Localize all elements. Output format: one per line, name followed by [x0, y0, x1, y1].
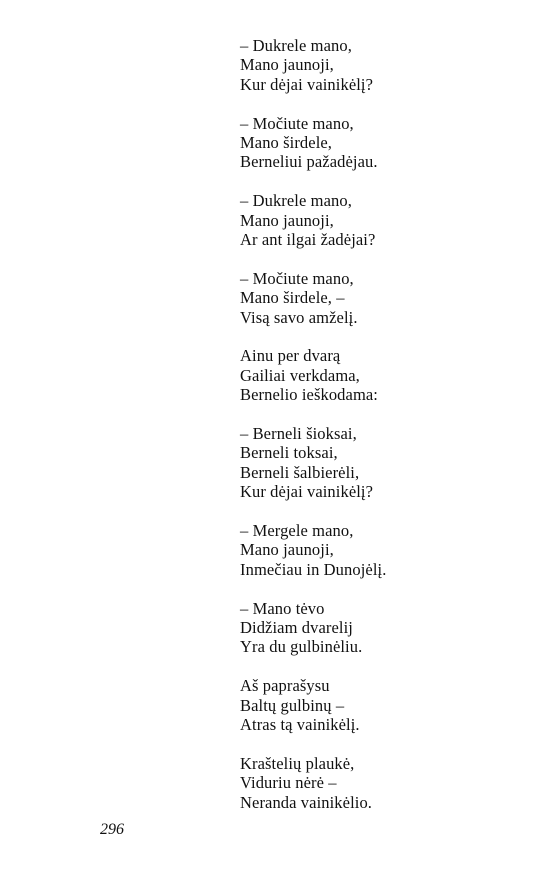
poem-line: Ar ant ilgai žadėjai? — [240, 230, 376, 250]
poem-line: Mano jaunoji, — [240, 540, 334, 560]
poem-line: Yra du gulbinėliu. — [240, 637, 363, 657]
poem-line: Kraštelių plaukė, — [240, 753, 355, 773]
stanza-7 — [240, 521, 540, 579]
stanza-2 — [240, 114, 540, 172]
poem-line: Didžiam dvarelij — [240, 618, 353, 638]
poem-line: – Močiute mano, — [240, 268, 354, 288]
stanza-5 — [240, 346, 540, 404]
stanza-6 — [240, 424, 540, 502]
stanza-8 — [240, 599, 540, 657]
poem-line: Baltų gulbinų – — [240, 695, 345, 715]
poem-line: – Dukrele mano, — [240, 36, 352, 55]
poem-line: Atras tą vainikėlį. — [240, 715, 360, 735]
stanza-1 — [240, 36, 540, 94]
poem-line: Inmečiau in Dunojėlį. — [240, 559, 387, 579]
poem-line: Ainu per dvarą — [240, 346, 341, 366]
poem-line: – Mergele mano, — [240, 521, 354, 541]
poem-line: Gailiai verkdama, — [240, 365, 360, 385]
poem-line: Bernelio ieškodama: — [240, 385, 378, 405]
poem-line: Mano širdele, – — [240, 288, 345, 308]
page-number: 296 — [100, 821, 124, 838]
stanza-9 — [240, 676, 540, 734]
poem-line: Mano jaunoji, — [240, 210, 334, 230]
poem-line: Kur dėjai vainikėlį? — [240, 74, 374, 94]
poem-line: – Mano tėvo — [240, 598, 325, 618]
poem-line: Kur dėjai vainikėlį? — [240, 482, 374, 502]
poem-line: Neranda vainikėlio. — [240, 792, 373, 812]
poem-line: Berneli toksai, — [240, 443, 338, 463]
stanza-10 — [240, 754, 540, 812]
stanza-3 — [240, 191, 540, 249]
poem-line: Mano jaunoji, — [240, 55, 334, 75]
poem-line: Berneli šalbierėli, — [240, 462, 360, 482]
poem-line: Aš paprašysu — [240, 676, 330, 696]
poem — [240, 36, 540, 832]
poem-line: Visą savo amželį. — [240, 307, 358, 327]
poem-line: Berneliui pažadėjau. — [240, 152, 378, 172]
stanza-4 — [240, 269, 540, 327]
poem-line: Mano širdele, — [240, 133, 333, 153]
poem-line: – Močiute mano, — [240, 113, 354, 133]
poem-line: – Berneli šioksai, — [240, 424, 357, 444]
poem-line: Viduriu nėrė – — [240, 773, 337, 793]
poem-line: – Dukrele mano, — [240, 191, 352, 211]
